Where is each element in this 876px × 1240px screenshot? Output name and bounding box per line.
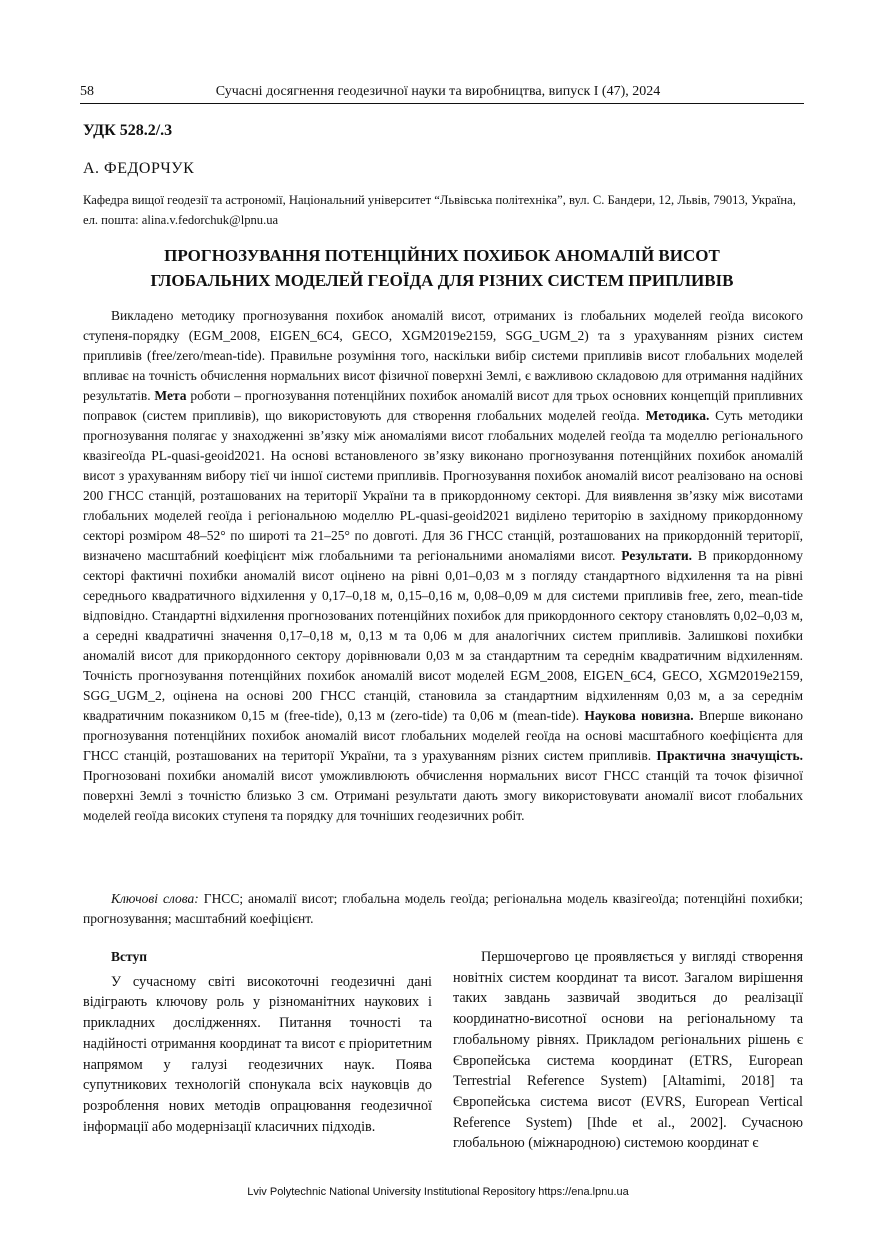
novelty-text: Вперше виконано прогнозування потенційних похибок аномалій висот глобальних моделей геоїда на основі масштабного коефіцієнта для ГНСС станцій, розташованих на території України, та з урахуванням різних систем припливів. <box>83 708 803 763</box>
abstract-intro: Викладено методику прогнозування похибок аномалій висот, отриманих із глобальних моделей геоїда високого ступеня-порядку (EGM_2008, EIGEN_6C4, GECO, XGM2019e2159, SGG_UGM_2) та з урахуванням різних систем припливів (free/zero/mean-tide). Правильне розуміння того, наскільки вибір системи припливів висот глобальних моделей впливає на точність обчислення нормальних висот фізичної поверхні Землі, є важливою складовою для отримання надійних результатів. <box>83 308 803 403</box>
results-label: Результати. <box>621 548 693 563</box>
practical-label: Практична значущість. <box>656 748 804 763</box>
author-name: А. ФЕДОРЧУК <box>83 160 195 177</box>
right-column <box>453 947 803 1154</box>
method-text: Суть методики прогнозування полягає у знаходженні зв’язку між аномаліями висот глобальних моделей геоїда та моделлю регіонального квазігеоїда PL-quasi-geoid2021. На основі встановленого зв’язку виконано прогнозування потенційних похибок аномалій висот з урахуванням вибору тієї чи іншої системи припливів. Прогнозування похибок аномалій висот реалізовано на основі 200 ГНСС станцій, розташованих на території України та в прикордонному секторі. Для виявлення зв’язку між висотами глобальних моделей геоїда і регіональною моделлю PL-quasi-geoid2021 виділено територію в західному прикордонному секторі розміром 48–52° по широті та 21–25° по довготі. Для 36 ГНСС станцій, розташованих на прикордонній території, визначено масштабний коефіцієнт між глобальними та регіональними аномаліями висот. <box>83 408 803 563</box>
abstract-paragraph <box>83 306 803 826</box>
section-heading: Вступ <box>111 949 147 964</box>
header-rule <box>80 103 804 104</box>
keywords-text: ГНСС; аномалії висот; глобальна модель геоїда; регіональна модель квазігеоїда; потенційні похибки; прогнозування; масштабний коефіцієнт. <box>83 891 803 926</box>
title-line-2: ГЛОБАЛЬНИХ МОДЕЛЕЙ ГЕОЇДА ДЛЯ РІЗНИХ СИСТЕМ ПРИПЛИВІВ <box>150 271 734 290</box>
udk-code: УДК 528.2/.3 <box>83 122 173 139</box>
keywords-label: Ключові слова: <box>111 891 199 906</box>
goal-text: роботи – прогнозування потенційних похибок аномалій висот для трьох основних концепцій припливних поправок (систем припливів), що використовують для створення глобальних моделей геоїда. <box>83 388 804 423</box>
affiliation: Кафедра вищої геодезії та астрономії, Національний університет “Львівська політехніка”, вул. С. Бандери, 12, Львів, 79013, Україна, ел. пошта: alina.v.fedorchuk@lpnu.ua <box>83 193 796 227</box>
left-column <box>83 947 432 1137</box>
results-text: В прикордонному секторі фактичні похибки аномалій висот оцінено на рівні 0,01–0,03 м з погляду стандартного відхилення та на рівні середнього квадратичного відхилення у 0,17–0,18 м, 0,15–0,16 м, 0,08–0,09 м для системи припливів free, zero, mean-tide відповідно. Стандартні відхилення прогнозованих потенційних похибок для прикордонного сектору становлять 0,02–0,03 м, а середні квадратичні значення 0,17–0,18 м, 0,13 м та 0,06 м для аналогічних систем припливів. Залишкові похибки аномалій висот для прикордонного сектору дорівнювали 0,03 м за стандартним та середнім квадратичним відхиленням. Точність прогнозування потенційних похибок аномалій висот моделей EGM_2008, EIGEN_6C4, GECO, XGM2019e2159, SGG_UGM_2, оцінена на основі 200 ГНСС станцій, становила за стандартним відхиленням 0,03 м, а за середнім квадратичним показником 0,15 м (free-tide), 0,13 м (zero-tide) та 0,06 м (mean-tide). <box>83 548 803 723</box>
abstract <box>83 306 803 826</box>
intro-paragraph-1: У сучасному світі високоточні геодезичні дані відіграють ключову роль у різноманітних наукових і прикладних дослідженнях. Питання точності та надійності отримання координат та висот є пріоритетним напрямом у галузі геодезичних наук. Поява супутникових технологій спонукала всіх науковців до розроблення нових методів опрацювання геодезичної інформації або модернізації класичних підходів. <box>83 973 432 1135</box>
practical-text: Прогнозовані похибки аномалій висот уможливлюють обчислення нормальних висот ГНСС станцій та точок фізичної поверхні Землі з точністю близько 3 см. Отримані результати дають змогу використовувати аномалії висот глобальних моделей геоїда високих ступеня та порядку для точніших геодезичних робіт. <box>83 768 803 823</box>
paper-title <box>80 243 804 293</box>
repository-footer: Lviv Polytechnic National University Institutional Repository https://ena.lpnu.ua <box>247 1186 629 1198</box>
method-label: Методика. <box>645 408 710 423</box>
title-line-1: ПРОГНОЗУВАННЯ ПОТЕНЦІЙНИХ ПОХИБОК АНОМАЛІЙ ВИСОТ <box>164 246 720 265</box>
running-header: Сучасні досягнення геодезичної науки та виробництва, випуск I (47), 2024 <box>215 84 661 99</box>
novelty-label: Наукова новизна. <box>584 708 694 723</box>
keywords <box>83 889 803 929</box>
page-number: 58 <box>80 84 94 99</box>
intro-paragraph-2: Першочергово це проявляється у вигляді створення новітніх систем координат та висот. Загалом вирішення таких завдань зазвичай зводиться до реалізації координатно-висотної основи на регіональному та глобальному рівнях. Прикладом регіональних рішень є Європейська система координат (ETRS, European Terrestrial Reference System) [Altamimi, 2018] та Європейська система висот (EVRS, European Vertical Reference System) [Ihde et al., 2002]. Сучасною глобальною (міжнародною) системою координат є <box>453 949 803 1152</box>
goal-label: Мета <box>154 388 187 403</box>
